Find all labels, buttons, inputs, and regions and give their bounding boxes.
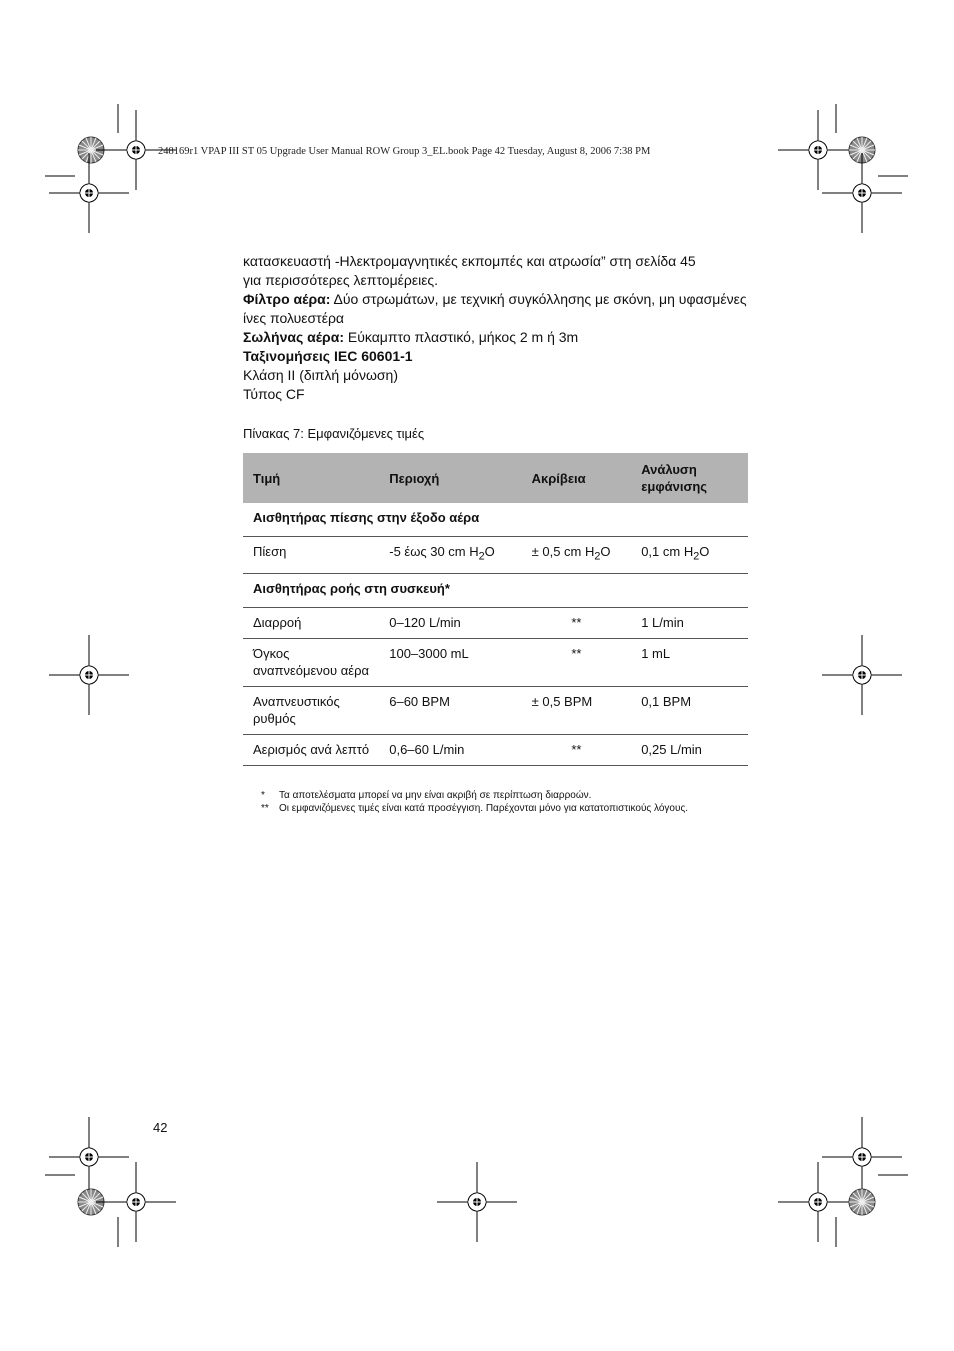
column-header-resolution: Ανάλυση εμφάνισης (631, 453, 748, 503)
cell-accuracy: ** (522, 607, 632, 638)
table-row (243, 734, 748, 765)
cell-resolution: 0,25 L/min (631, 734, 748, 765)
displayed-values-table (243, 453, 748, 766)
cell-accuracy: ± 0,5 cm $H_2O$ (522, 537, 632, 574)
class-line: Κλάση II (διπλή μόνωση) (243, 367, 398, 383)
cell-resolution: 1 mL (631, 638, 748, 686)
section-pressure-sensor: Αισθητήρας πίεσης στην έξοδο αέρα (243, 503, 748, 537)
type-line: Τύπος CF (243, 386, 305, 402)
cell-name: Διαρροή (243, 607, 379, 638)
column-header-value: Τιμή (243, 453, 379, 503)
table-footnotes (261, 789, 721, 815)
cell-accuracy: ** (522, 638, 632, 686)
section-row (243, 573, 748, 607)
table-header-row (243, 453, 748, 503)
cell-name: Αναπνευστικός ρυθμός (243, 686, 379, 734)
footnote (261, 789, 721, 802)
cell-name: Αερισμός ανά λεπτό (243, 734, 379, 765)
cell-name: Όγκος αναπνεόμενου αέρα (243, 638, 379, 686)
section-flow-sensor: Αισθητήρας ροής στη συσκευή* (243, 573, 748, 607)
air-filter-text: Δύο στρωμάτων, με τεχνική συγκόλλησης με σκόνη, μη υφασμένες ίνες πολυεστέρα (243, 291, 747, 326)
air-filter-paragraph (243, 290, 753, 328)
cell-range: 100–3000 mL (379, 638, 521, 686)
classifications-heading: Ταξινομήσεις IEC 60601-1 (243, 348, 413, 364)
air-filter-label: Φίλτρο αέρα: (243, 291, 331, 307)
table-row (243, 686, 748, 734)
table-row (243, 537, 748, 574)
table-row (243, 607, 748, 638)
body-text (243, 252, 753, 404)
cell-range: -5 έως 30 cm $H_2O$ (379, 537, 521, 574)
cell-accuracy: ± 0,5 BPM (522, 686, 632, 734)
column-header-range: Περιοχή (379, 453, 521, 503)
air-tube-label: Σωλήνας αέρα: (243, 329, 344, 345)
intro-line-1: κατασκευαστή -Ηλεκτρομαγνητικές εκπομπές και ατρωσία” στη σελίδα 45 (243, 253, 696, 269)
cell-accuracy: ** (522, 734, 632, 765)
cell-range: 0–120 L/min (379, 607, 521, 638)
cell-resolution: 0,1 BPM (631, 686, 748, 734)
page-number: 42 (153, 1120, 168, 1135)
footnote-text: Οι εμφανιζόμενες τιμές είναι κατά προσέγγιση. Παρέχονται μόνο για κατατοπιστικούς λόγους. (279, 803, 689, 814)
cell-range: 0,6–60 L/min (379, 734, 521, 765)
intro-line-2: για περισσότερες λεπτομέρειες. (243, 272, 439, 288)
cell-resolution: 1 L/min (631, 607, 748, 638)
footnote-mark: * (261, 790, 265, 801)
footnote-mark: ** (261, 803, 269, 814)
cell-name: Πίεση (243, 537, 379, 574)
footnote (261, 802, 721, 815)
cell-resolution: 0,1 cm $H_2O$ (631, 537, 748, 574)
column-header-accuracy: Ακρίβεια (522, 453, 632, 503)
air-tube-paragraph (243, 328, 753, 347)
print-header-line: 248169r1 VPAP III ST 05 Upgrade User Manual ROW Group 3_EL.book Page 42 Tuesday, August 8, 2006 7:38 PM (158, 146, 651, 157)
cell-range: 6–60 BPM (379, 686, 521, 734)
table-caption: Πίνακας 7: Εμφανιζόμενες τιμές (243, 426, 425, 441)
footnote-text: Τα αποτελέσματα μπορεί να μην είναι ακριβή σε περίπτωση διαρροών. (279, 790, 592, 801)
air-tube-text: Εύκαμπτο πλαστικό, μήκος 2 m ή 3m (343, 329, 579, 345)
table-row (243, 638, 748, 686)
intro-paragraph (243, 252, 753, 290)
section-row (243, 503, 748, 537)
